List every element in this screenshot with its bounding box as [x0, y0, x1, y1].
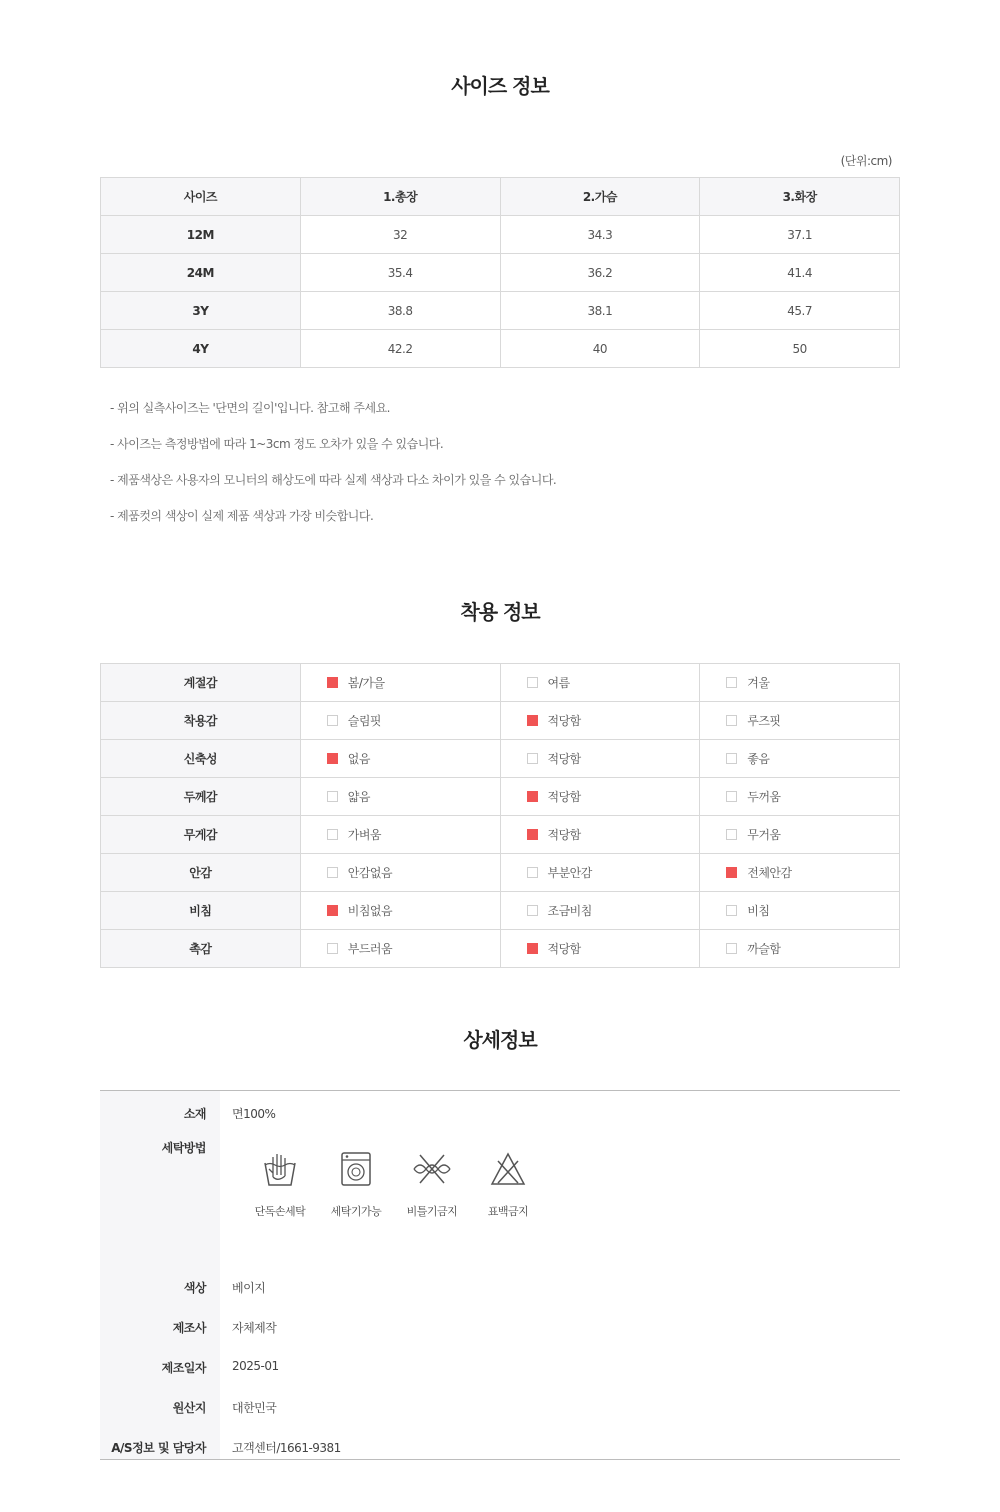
size-header-sleeve: 3.화장 [700, 178, 900, 216]
size-cell: 42.2 [300, 330, 500, 368]
fit-option [700, 930, 900, 968]
fit-row-label: 두께감 [101, 778, 301, 816]
fit-row [101, 778, 900, 816]
fit-row-label: 신축성 [101, 740, 301, 778]
hand-wash-icon [260, 1149, 300, 1189]
size-cell: 37.1 [700, 216, 900, 254]
wash-label: 단독손세탁 [254, 1205, 306, 1218]
fit-option [700, 816, 900, 854]
size-header-chest: 2.가슴 [500, 178, 700, 216]
fit-option [700, 740, 900, 778]
fit-option [500, 816, 700, 854]
wash-icons [220, 1131, 546, 1265]
unchecked-box-icon [726, 715, 737, 726]
size-note: - 제품색상은 사용자의 모니터의 해상도에 따라 실제 색상과 다소 차이가 있을 수 있습니다. [110, 473, 557, 487]
detail-label: 제조일자 [100, 1345, 220, 1385]
size-cell: 41.4 [700, 254, 900, 292]
detail-label: 소재 [100, 1091, 220, 1131]
fit-option [300, 854, 500, 892]
fit-row [101, 740, 900, 778]
unchecked-box-icon [327, 943, 338, 954]
unchecked-box-icon [527, 905, 538, 916]
fit-option [500, 892, 700, 930]
unchecked-box-icon [527, 677, 538, 688]
fit-option-label: 겨울 [747, 676, 770, 690]
fit-option-label: 슬림핏 [347, 714, 382, 728]
fit-option [700, 778, 900, 816]
fit-option-label: 적당함 [547, 942, 581, 956]
fit-option [700, 664, 900, 702]
fit-option [500, 664, 700, 702]
fit-row-label: 무게감 [101, 816, 301, 854]
detail-label: 제조사 [100, 1305, 220, 1345]
fit-option-label: 비침 [747, 904, 770, 918]
checked-box-icon [327, 677, 338, 688]
size-table [100, 177, 900, 368]
no-wring-icon [412, 1149, 452, 1189]
size-cell: 35.4 [300, 254, 500, 292]
unchecked-box-icon [527, 867, 538, 878]
fit-option-label: 봄/가을 [347, 676, 385, 690]
size-table-row [101, 254, 900, 292]
fit-option [700, 854, 900, 892]
size-note: - 사이즈는 측정방법에 따라 1~3cm 정도 오차가 있을 수 있습니다. [110, 437, 444, 451]
size-note: - 위의 실측사이즈는 '단면의 길이'입니다. 참고해 주세요. [110, 401, 390, 415]
detail-value: 대한민국 [232, 1401, 277, 1415]
fit-row-label: 안감 [101, 854, 301, 892]
unchecked-box-icon [726, 829, 737, 840]
unchecked-box-icon [726, 753, 737, 764]
fit-option-label: 적당함 [547, 828, 581, 842]
fit-row [101, 702, 900, 740]
fit-row [101, 854, 900, 892]
detail-row-wash [100, 1131, 900, 1265]
fit-option [500, 930, 700, 968]
fit-option-label: 없음 [347, 752, 370, 766]
unchecked-box-icon [327, 791, 338, 802]
detail-section-title: 상세정보 [463, 1028, 537, 1052]
fit-row-label: 비침 [101, 892, 301, 930]
size-notes [110, 400, 890, 544]
wash-item [318, 1149, 394, 1265]
fit-option-label: 비침없음 [347, 904, 393, 918]
unchecked-box-icon [726, 791, 737, 802]
size-cell: 4Y [101, 330, 301, 368]
unchecked-box-icon [527, 753, 538, 764]
detail-row [100, 1345, 900, 1385]
detail-row-material [100, 1091, 900, 1131]
fit-row-label: 착용감 [101, 702, 301, 740]
fit-option [500, 854, 700, 892]
unchecked-box-icon [327, 867, 338, 878]
unchecked-box-icon [726, 905, 737, 916]
checked-box-icon [527, 829, 538, 840]
checked-box-icon [527, 715, 538, 726]
fit-row [101, 816, 900, 854]
size-note: - 제품컷의 색상이 실제 제품 색상과 가장 비슷합니다. [110, 509, 374, 523]
detail-label: 원산지 [100, 1385, 220, 1425]
fit-option [300, 702, 500, 740]
size-table-header-row [101, 178, 900, 216]
wash-item [394, 1149, 470, 1265]
size-cell: 50 [700, 330, 900, 368]
washing-machine-icon [336, 1149, 376, 1189]
checked-box-icon [327, 753, 338, 764]
fit-option-label: 부드러움 [347, 942, 393, 956]
fit-option-label: 좋음 [747, 752, 770, 766]
fit-option [500, 702, 700, 740]
fit-option [700, 892, 900, 930]
size-cell: 34.3 [500, 216, 700, 254]
fit-row [101, 664, 900, 702]
fit-option-label: 까슬함 [747, 942, 781, 956]
wash-item [470, 1149, 546, 1265]
size-header-length: 1.총장 [300, 178, 500, 216]
fit-option-label: 부분안감 [547, 866, 592, 880]
wash-label: 비틀기금지 [406, 1205, 458, 1218]
checked-box-icon [726, 867, 737, 878]
detail-value: 2025-01 [232, 1359, 279, 1373]
size-cell: 24M [101, 254, 301, 292]
fit-option-label: 루즈핏 [747, 714, 781, 728]
fit-option [300, 664, 500, 702]
size-cell: 12M [101, 216, 301, 254]
size-cell: 36.2 [500, 254, 700, 292]
fit-option-label: 적당함 [547, 752, 581, 766]
fit-option-label: 무거움 [747, 828, 781, 842]
unchecked-box-icon [327, 715, 338, 726]
fit-option [500, 778, 700, 816]
detail-value: 면100% [232, 1107, 276, 1121]
detail-row [100, 1265, 900, 1305]
fit-option-label: 여름 [547, 676, 570, 690]
detail-row [100, 1425, 900, 1459]
fit-option [300, 892, 500, 930]
detail-label: 세탁방법 [100, 1131, 220, 1265]
detail-row [100, 1385, 900, 1425]
fit-option-label: 얇음 [347, 790, 370, 804]
size-table-row [101, 292, 900, 330]
checked-box-icon [327, 905, 338, 916]
fit-option-label: 안감없음 [347, 866, 393, 880]
fit-option-label: 가벼움 [347, 828, 382, 842]
fit-row [101, 892, 900, 930]
fit-option-label: 조금비침 [547, 904, 592, 918]
detail-label: 색상 [100, 1265, 220, 1305]
no-bleach-icon [488, 1149, 528, 1189]
detail-value: 베이지 [232, 1281, 266, 1295]
fit-option-label: 전체안감 [747, 866, 792, 880]
size-cell: 32 [300, 216, 500, 254]
unit-label: (단위:cm) [840, 154, 892, 168]
detail-info [100, 1090, 900, 1460]
unchecked-box-icon [726, 943, 737, 954]
fit-row-label: 계절감 [101, 664, 301, 702]
fit-option [500, 740, 700, 778]
fit-option [300, 930, 500, 968]
unchecked-box-icon [327, 829, 338, 840]
wash-label: 표백금지 [487, 1205, 529, 1218]
size-cell: 45.7 [700, 292, 900, 330]
size-table-row [101, 330, 900, 368]
size-cell: 38.8 [300, 292, 500, 330]
fit-option-label: 적당함 [547, 790, 581, 804]
fit-option-label: 두꺼움 [747, 790, 781, 804]
detail-row [100, 1305, 900, 1345]
wash-item [242, 1149, 318, 1265]
fit-option-label: 적당함 [547, 714, 581, 728]
fit-section-title: 착용 정보 [460, 600, 540, 624]
size-table-row [101, 216, 900, 254]
size-cell: 40 [500, 330, 700, 368]
detail-value: 자체제작 [232, 1321, 277, 1335]
size-cell: 38.1 [500, 292, 700, 330]
fit-option [700, 702, 900, 740]
checked-box-icon [527, 943, 538, 954]
fit-option [300, 778, 500, 816]
fit-option [300, 740, 500, 778]
unchecked-box-icon [726, 677, 737, 688]
wash-label: 세탁기가능 [330, 1205, 382, 1218]
fit-row-label: 촉감 [101, 930, 301, 968]
size-section-title: 사이즈 정보 [451, 74, 549, 98]
detail-value: 고객센터/1661-9381 [232, 1441, 341, 1455]
fit-option [300, 816, 500, 854]
checked-box-icon [527, 791, 538, 802]
size-cell: 3Y [101, 292, 301, 330]
detail-label: A/S정보 및 담당자 [100, 1425, 220, 1459]
fit-table [100, 663, 900, 968]
size-header-size: 사이즈 [101, 178, 301, 216]
fit-row [101, 930, 900, 968]
